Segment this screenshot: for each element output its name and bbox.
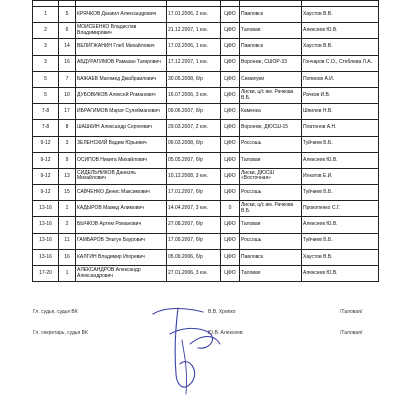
table-row: [33, 7, 379, 23]
cell-date: 09.06.2007, б/р: [167, 104, 221, 120]
cell-coach: Платонов А.Н.: [302, 120, 379, 136]
cell-num: 1: [59, 201, 76, 217]
cell-name: ДУБОВИКОВ Алексей Романович: [76, 87, 167, 103]
cell-city: Лиски, ц/с им. Рачкова В.Б.: [240, 87, 302, 103]
cell-date: 17.01.2006, 2 юн.: [167, 7, 221, 23]
cell-place: 7-8: [33, 104, 59, 120]
table-row: [33, 104, 379, 120]
cell-place: 1: [33, 7, 59, 23]
cell-num: 7: [59, 71, 76, 87]
cell-city: Лиски, ц/с им. Рачкова В.Б.: [240, 201, 302, 217]
cell-name: САВЧЕНКО Денис Максимович: [76, 185, 167, 201]
cell-coach: Игнатов Е.И.: [302, 168, 379, 184]
cell-coach: Рачков И.В.: [302, 87, 379, 103]
cell-num: 5: [59, 7, 76, 23]
cell-coach: Гончаров С.О., Стеблева Л.А.: [302, 55, 379, 71]
cell-date: 17.09.2007, б/р: [167, 233, 221, 249]
cell-region: ЦФО: [221, 136, 240, 152]
cell-name: КАДЫРОВ Мамед Алимович: [76, 201, 167, 217]
cell-name: ИБРАГИМОВ Марат Сулейманович: [76, 104, 167, 120]
cell-region: 0: [221, 201, 240, 217]
cell-region: ЦФО: [221, 217, 240, 233]
cell-region: ЦФО: [221, 249, 240, 265]
cell-coach: Попинов А.И.: [302, 71, 379, 87]
cell-place: 9-12: [33, 136, 59, 152]
cell-city: Павловск: [240, 249, 302, 265]
cell-name: ВЕЛИГЖАНИН Глеб Михайлович: [76, 39, 167, 55]
table-row: [33, 266, 379, 282]
cell-num: 2: [59, 217, 76, 233]
table-row: [33, 136, 379, 152]
table-row: [33, 39, 379, 55]
cell-city: Россошь: [240, 185, 302, 201]
cell-date: 05.09.2006, б/р: [167, 249, 221, 265]
cell-city: Россошь: [240, 233, 302, 249]
chief-judge-city: /Таловая/: [340, 309, 363, 315]
cell-date: 30.05.2008, б/р: [167, 71, 221, 87]
cell-num: 11: [59, 233, 76, 249]
cell-num: 8: [59, 120, 76, 136]
cell-place: 13-16: [33, 217, 59, 233]
cell-date: 10.12.2008, 3 юн.: [167, 168, 221, 184]
cell-coach: Алексеев Ю.В.: [302, 23, 379, 39]
cell-region: ЦФО: [221, 87, 240, 103]
cell-num: 17: [59, 104, 76, 120]
cell-date: 17.12.2007, 1 юн.: [167, 55, 221, 71]
cell-place: 13-16: [33, 201, 59, 217]
cell-region: ЦФО: [221, 152, 240, 168]
table-row: [33, 23, 379, 39]
table-row: [33, 55, 379, 71]
table-row: [33, 185, 379, 201]
cell-place: 9-12: [33, 168, 59, 184]
cell-coach: Хаустов В.В.: [302, 7, 379, 23]
cell-place: 13-16: [33, 249, 59, 265]
cell-num: 9: [59, 152, 76, 168]
cell-city: Павловск: [240, 39, 302, 55]
cell-place: 17-20: [33, 266, 59, 282]
results-table: [32, 0, 379, 282]
cell-date: 17.01.2007, б/р: [167, 185, 221, 201]
cell-region: ЦФО: [221, 233, 240, 249]
cell-date: 27.01.2006, 3 юн.: [167, 266, 221, 282]
table-row: [33, 120, 379, 136]
cell-city: Таловая: [240, 217, 302, 233]
cell-date: 21.12.2007, 1 юн.: [167, 23, 221, 39]
cell-num: 10: [59, 87, 76, 103]
cell-date: 27.08.2007, б/р: [167, 217, 221, 233]
cell-place: 3: [33, 55, 59, 71]
cell-name: АЛЕКСАНДРОВ Александр Александрович: [76, 266, 167, 282]
cell-city: Таловая: [240, 23, 302, 39]
cell-place: 5: [33, 87, 59, 103]
cell-name: БАЖАЕВ Магомед Джабраилович: [76, 71, 167, 87]
chief-judge-name: В.В. Хрипко: [208, 309, 236, 315]
secretary-city: /Таловая/: [340, 330, 363, 336]
cell-name: СИДЕЛЬНИКОВ Даниэль Михайлович: [76, 168, 167, 184]
cell-city: Семилуки: [240, 71, 302, 87]
cell-place: 7-8: [33, 120, 59, 136]
cell-region: ЦФО: [221, 168, 240, 184]
cell-coach: Туйчиев Б.Б.: [302, 233, 379, 249]
cell-coach: Туйчиев Б.Б.: [302, 136, 379, 152]
chief-judge-label: Гл. судья, судья ВК: [33, 309, 78, 315]
cell-city: Воронеж, ДЮСШ-15: [240, 120, 302, 136]
cell-date: 06.03.2008, б/р: [167, 136, 221, 152]
table-row: [33, 249, 379, 265]
cell-name: АБДУРАГИМОВ Рамазан Тагирович: [76, 55, 167, 71]
cell-num: 13: [59, 168, 76, 184]
cell-region: ЦФО: [221, 104, 240, 120]
cell-date: 17.03.2006, 1 юн.: [167, 39, 221, 55]
table-row: [33, 201, 379, 217]
cell-place: 9-12: [33, 152, 59, 168]
cell-region: ЦФО: [221, 23, 240, 39]
cell-city: Лиски, ДЮСШ «Восточная»: [240, 168, 302, 184]
cell-date: 29.03.2007, 2 юн.: [167, 120, 221, 136]
cell-num: 3: [59, 136, 76, 152]
cell-name: МОИСЕЕНКО Владислав Владимирович: [76, 23, 167, 39]
table-row: [33, 71, 379, 87]
cell-place: 3: [33, 39, 59, 55]
cell-coach: Алексеев Ю.В.: [302, 266, 379, 282]
cell-city: Каменка: [240, 104, 302, 120]
cell-num: 16: [59, 249, 76, 265]
table-row: [33, 152, 379, 168]
cell-coach: Хаустов В.В.: [302, 249, 379, 265]
cell-name: ШАШКИН Александр Сергеевич: [76, 120, 167, 136]
cell-region: ЦФО: [221, 120, 240, 136]
cell-name: КАЛГИН Владимир Игоревич: [76, 249, 167, 265]
cell-name: ЗЕЛЕНСКИЙ Вадим Юрьевич: [76, 136, 167, 152]
table-row: [33, 87, 379, 103]
cell-place: 5: [33, 71, 59, 87]
cell-name: БЫЧКОВ Артем Романович: [76, 217, 167, 233]
cell-place: 2: [33, 23, 59, 39]
cell-place: 13-16: [33, 233, 59, 249]
cell-num: 1: [59, 266, 76, 282]
cell-region: ЦФО: [221, 266, 240, 282]
cell-coach: Алексеев Ю.В.: [302, 217, 379, 233]
cell-coach: Туйчиев Б.Б.: [302, 185, 379, 201]
cell-name: КРЯЧКОВ Даниил Александрович: [76, 7, 167, 23]
secretary-label: Гл. секретарь, судья ВК: [33, 330, 88, 336]
cell-date: 14.04.2007, 3 юн.: [167, 201, 221, 217]
table-row: [33, 233, 379, 249]
cell-date: 16.07.2006, 3 юн.: [167, 87, 221, 103]
secretary-name: Ю.В. Алексеев: [208, 330, 243, 336]
cell-name: ОСИПОВ Никита Михайлович: [76, 152, 167, 168]
cell-region: ЦФО: [221, 71, 240, 87]
cell-coach: Хаустов В.В.: [302, 39, 379, 55]
cell-coach: Прокопенко С.Г.: [302, 201, 379, 217]
cell-region: ЦФО: [221, 55, 240, 71]
cell-city: Таловая: [240, 266, 302, 282]
cell-date: 05.05.2007, б/р: [167, 152, 221, 168]
cell-coach: Алексеев Ю.В.: [302, 152, 379, 168]
cell-num: 15: [59, 185, 76, 201]
cell-region: ЦФО: [221, 7, 240, 23]
cell-city: Россошь: [240, 136, 302, 152]
cell-num: 14: [59, 39, 76, 55]
cell-city: Таловая: [240, 152, 302, 168]
table-row: [33, 168, 379, 184]
cell-city: Павловск: [240, 7, 302, 23]
cell-region: ЦФО: [221, 185, 240, 201]
handwritten-signature: [148, 304, 238, 399]
cell-coach: Шпилев Н.В.: [302, 104, 379, 120]
cell-city: Воронеж, СШОР-33: [240, 55, 302, 71]
cell-num: 16: [59, 55, 76, 71]
cell-place: 9-12: [33, 185, 59, 201]
cell-num: 6: [59, 23, 76, 39]
cell-name: ГАМБАРОВ Эльтун Баурович: [76, 233, 167, 249]
cell-region: ЦФО: [221, 39, 240, 55]
table-row: [33, 217, 379, 233]
